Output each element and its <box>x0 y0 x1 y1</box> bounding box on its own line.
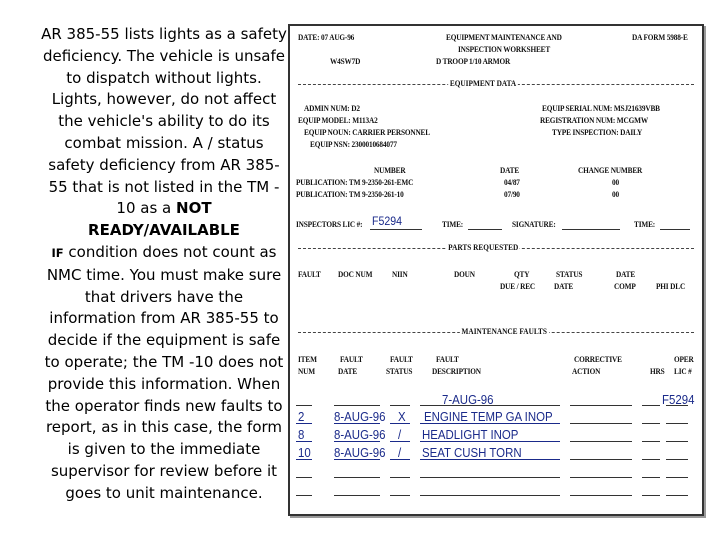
signature-line <box>562 229 620 230</box>
fault-table-rule <box>642 477 660 478</box>
fault-table-rule <box>390 477 410 478</box>
fault-table-rule <box>334 405 380 406</box>
maint-header-lic-handwritten: F5294 <box>662 392 695 407</box>
equip-noun: EQUIP NOUN: CARRIER PERSONNEL <box>304 127 430 137</box>
col-change-number: CHANGE NUMBER <box>578 165 643 175</box>
fault-table-rule <box>334 459 380 460</box>
parts-requested-heading: PARTS REQUESTED <box>448 242 519 252</box>
registration-num: REGISTRATION NUM: MCGMW <box>540 115 648 125</box>
maint-col-action: ACTION <box>572 366 601 376</box>
fault-row-1-item: 2 <box>298 409 305 424</box>
maint-col-description: DESCRIPTION <box>432 366 481 376</box>
equip-model: EQUIP MODEL: M113A2 <box>298 115 378 125</box>
fault-table-rule <box>570 459 632 460</box>
fault-table-rule <box>570 405 632 406</box>
fault-row-3-date: 8-AUG-96 <box>334 445 386 460</box>
explanation-part-2: condition does not count as NMC time. You must make sure that drivers have the information from AR 385-55 to decide if the equipment is safe to operate; the TM -10 does not provide this information. When the operator finds new faults to report, as in this case, the form is given to the immediate supervisor for review before it goes to unit maintenance. <box>44 242 284 502</box>
publication-2-date: 07/90 <box>504 189 520 199</box>
explanation-part-1: AR 385-55 lists lights as a safety deficiency. The vehicle is unsafe to dispatch without lights. Lights, however, do not affect the vehicle's ability to do its combat mission. A / status safety deficiency from AR 385-55 that is not listed in the TM - 10 as a <box>41 25 287 218</box>
parts-col-comp: COMP <box>614 281 636 291</box>
fault-table-rule <box>296 495 312 496</box>
fault-row-2-desc: HEADLIGHT INOP <box>422 427 519 442</box>
fault-table-rule <box>420 405 560 406</box>
fault-table-rule <box>420 441 560 442</box>
parts-col-status: STATUS <box>556 269 583 279</box>
fault-table-rule <box>420 423 560 424</box>
da-form-5988e <box>288 24 704 516</box>
fault-table-rule <box>420 459 560 460</box>
publication-1: PUBLICATION: TM 9-2350-261-EMC <box>296 177 414 187</box>
fault-row-1-date: 8-AUG-96 <box>334 409 386 424</box>
maint-col-fault-desc: FAULT <box>436 354 459 364</box>
fault-table-rule <box>570 477 632 478</box>
maint-col-hrs: HRS <box>650 366 665 376</box>
fault-table-rule <box>642 405 660 406</box>
equip-nsn: EQUIP NSN: 2300010684077 <box>310 139 397 149</box>
unit-code: W4SW7D <box>330 56 361 66</box>
fault-table-rule <box>666 477 688 478</box>
publication-1-change: 00 <box>612 177 619 187</box>
fault-table-rule <box>642 423 660 424</box>
fault-table-rule <box>642 459 660 460</box>
fault-table-rule <box>420 477 560 478</box>
fault-table-rule <box>666 405 688 406</box>
equip-serial: EQUIP SERIAL NUM: MSJ21639VBB <box>542 103 660 113</box>
fault-row-3-desc: SEAT CUSH TORN <box>422 445 522 460</box>
admin-num: ADMIN NUM: D2 <box>304 103 360 113</box>
fault-row-2-date: 8-AUG-96 <box>334 427 386 442</box>
fault-table-rule <box>666 423 688 424</box>
parts-col-doun: DOUN <box>454 269 475 279</box>
fault-table-rule <box>390 459 410 460</box>
parts-col-fault: FAULT <box>298 269 321 279</box>
parts-col-niin: NIIN <box>392 269 408 279</box>
parts-col-due-rec: DUE / REC <box>500 281 536 291</box>
fault-table-rule <box>570 423 632 424</box>
fault-table-rule <box>642 441 660 442</box>
inspector-lic-handwritten: F5294 <box>372 214 402 228</box>
maint-col-date: DATE <box>338 366 358 376</box>
maint-col-item: ITEM <box>298 354 317 364</box>
fault-row-1-desc: ENGINE TEMP GA INOP <box>424 409 553 424</box>
time2-line <box>660 229 690 230</box>
parts-col-doc-num: DOC NUM <box>338 269 373 279</box>
fault-table-rule <box>420 495 560 496</box>
parts-col-phi-dlc: PHI DLC <box>656 281 686 291</box>
explanation-text <box>40 24 288 505</box>
fault-table-rule <box>296 405 312 406</box>
fault-table-rule <box>296 477 312 478</box>
publication-1-date: 04/87 <box>504 177 520 187</box>
col-number: NUMBER <box>374 165 406 175</box>
fault-table-rule <box>296 423 312 424</box>
fault-table-rule <box>642 495 660 496</box>
inspector-lic-label: INSPECTORS LIC #: <box>296 219 363 229</box>
fault-table-rule <box>666 495 688 496</box>
col-date: DATE <box>500 165 520 175</box>
maintenance-faults-heading: MAINTENANCE FAULTS <box>461 326 547 336</box>
parts-col-qty: QTY <box>514 269 530 279</box>
explanation-bold-phrase: NOT READY/AVAILABLE <box>88 199 240 240</box>
fault-table-rule <box>334 495 380 496</box>
form-title-line1: EQUIPMENT MAINTENANCE AND <box>446 32 562 42</box>
fault-table-rule <box>296 459 312 460</box>
maint-header-date-handwritten: 7-AUG-96 <box>442 392 494 407</box>
fault-row-3-item: 10 <box>298 445 311 460</box>
form-date: DATE: 07 AUG-96 <box>298 32 355 42</box>
maint-col-num: NUM <box>298 366 315 376</box>
form-number: DA FORM 5988-E <box>632 32 688 42</box>
fault-table-rule <box>390 441 410 442</box>
parts-col-date: DATE <box>616 269 636 279</box>
parts-col-status-date: DATE <box>554 281 574 291</box>
maint-col-corrective: CORRECTIVE <box>574 354 622 364</box>
fault-table-rule <box>390 423 410 424</box>
fault-row-2-item: 8 <box>298 427 305 442</box>
maint-col-status: STATUS <box>386 366 413 376</box>
maint-col-fault: FAULT <box>340 354 363 364</box>
fault-table-rule <box>666 441 688 442</box>
inspector-lic-line <box>370 229 422 230</box>
form-title-line2: INSPECTION WORKSHEET <box>458 44 551 54</box>
time-label: TIME: <box>442 219 464 229</box>
explanation-if: IF <box>51 245 64 260</box>
fault-table-rule <box>334 441 380 442</box>
fault-table-rule <box>570 441 632 442</box>
type-inspection: TYPE INSPECTION: DAILY <box>552 127 643 137</box>
publication-2: PUBLICATION: TM 9-2350-261-10 <box>296 189 404 199</box>
time2-label: TIME: <box>634 219 656 229</box>
fault-table-rule <box>390 495 410 496</box>
fault-table-rule <box>390 405 410 406</box>
time-line <box>468 229 502 230</box>
fault-table-rule <box>334 423 380 424</box>
maint-col-oper: OPER <box>674 354 694 364</box>
fault-row-3-status: / <box>398 445 402 460</box>
fault-table-rule <box>666 459 688 460</box>
fault-row-2-status: / <box>398 427 402 442</box>
signature-label: SIGNATURE: <box>512 219 556 229</box>
fault-row-1-status: X <box>398 409 406 424</box>
fault-table-rule <box>570 495 632 496</box>
fault-table-rule <box>334 477 380 478</box>
maint-col-fault-status: FAULT <box>390 354 413 364</box>
maint-col-lic: LIC # <box>674 366 692 376</box>
fault-table-rule <box>296 441 312 442</box>
publication-2-change: 00 <box>612 189 619 199</box>
equipment-data-heading: EQUIPMENT DATA <box>449 78 517 88</box>
unit-name: D TROOP 1/10 ARMOR <box>436 56 511 66</box>
